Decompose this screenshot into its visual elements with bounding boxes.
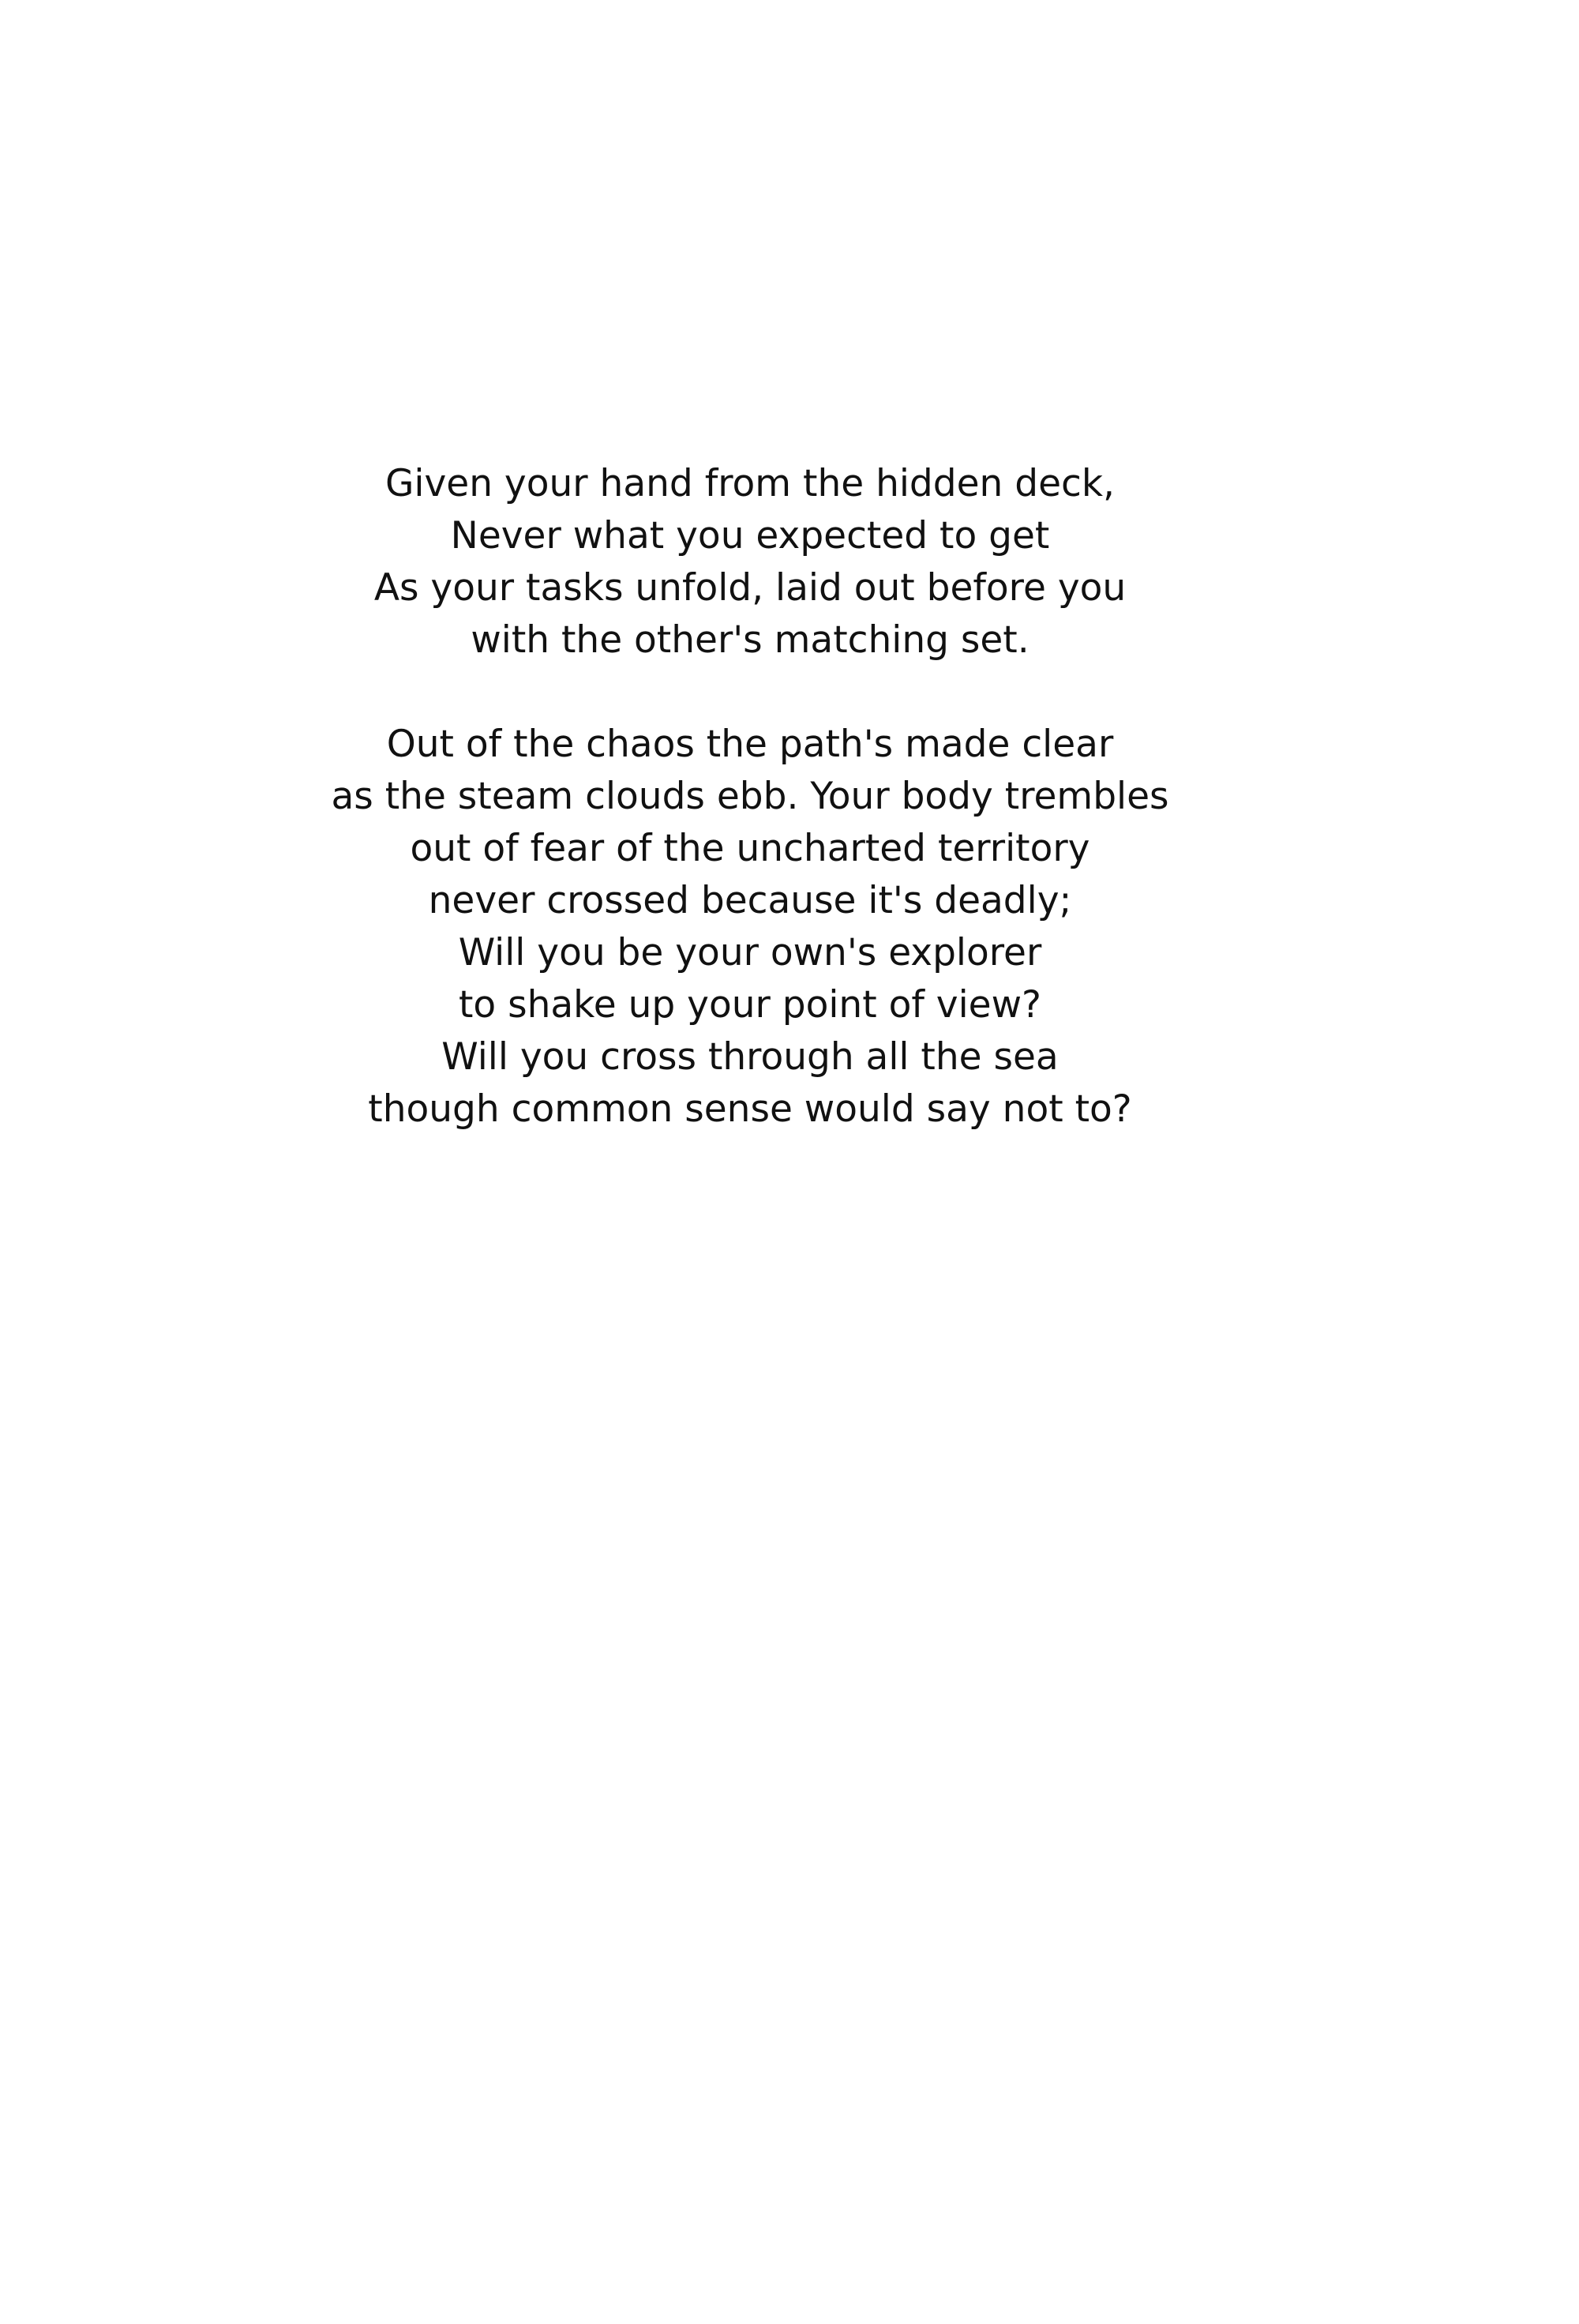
poem-line: Out of the chaos the path's made clear [386, 723, 1114, 766]
poem-line: though common sense would say not to? [368, 1087, 1132, 1131]
poem-line: never crossed because it's deadly; [428, 879, 1072, 922]
poem-line: out of fear of the uncharted territory [410, 827, 1090, 870]
poem-line: with the other's matching set. [471, 618, 1030, 662]
poem-line: Will you cross through all the sea [441, 1035, 1059, 1079]
poem-line: Will you be your own's explorer [458, 931, 1042, 974]
poem-line: Given your hand from the hidden deck, [384, 462, 1115, 505]
poem-line: As your tasks unfold, laid out before you [373, 566, 1127, 610]
stanza-2 [0, 719, 1500, 1136]
stanza-1 [0, 458, 1500, 666]
poem [0, 458, 1500, 1136]
poem-line: Never what you expected to get [450, 514, 1050, 558]
poem-line: as the steam clouds ebb. Your body trembles [331, 775, 1169, 818]
poem-line: to shake up your point of view? [458, 983, 1041, 1027]
